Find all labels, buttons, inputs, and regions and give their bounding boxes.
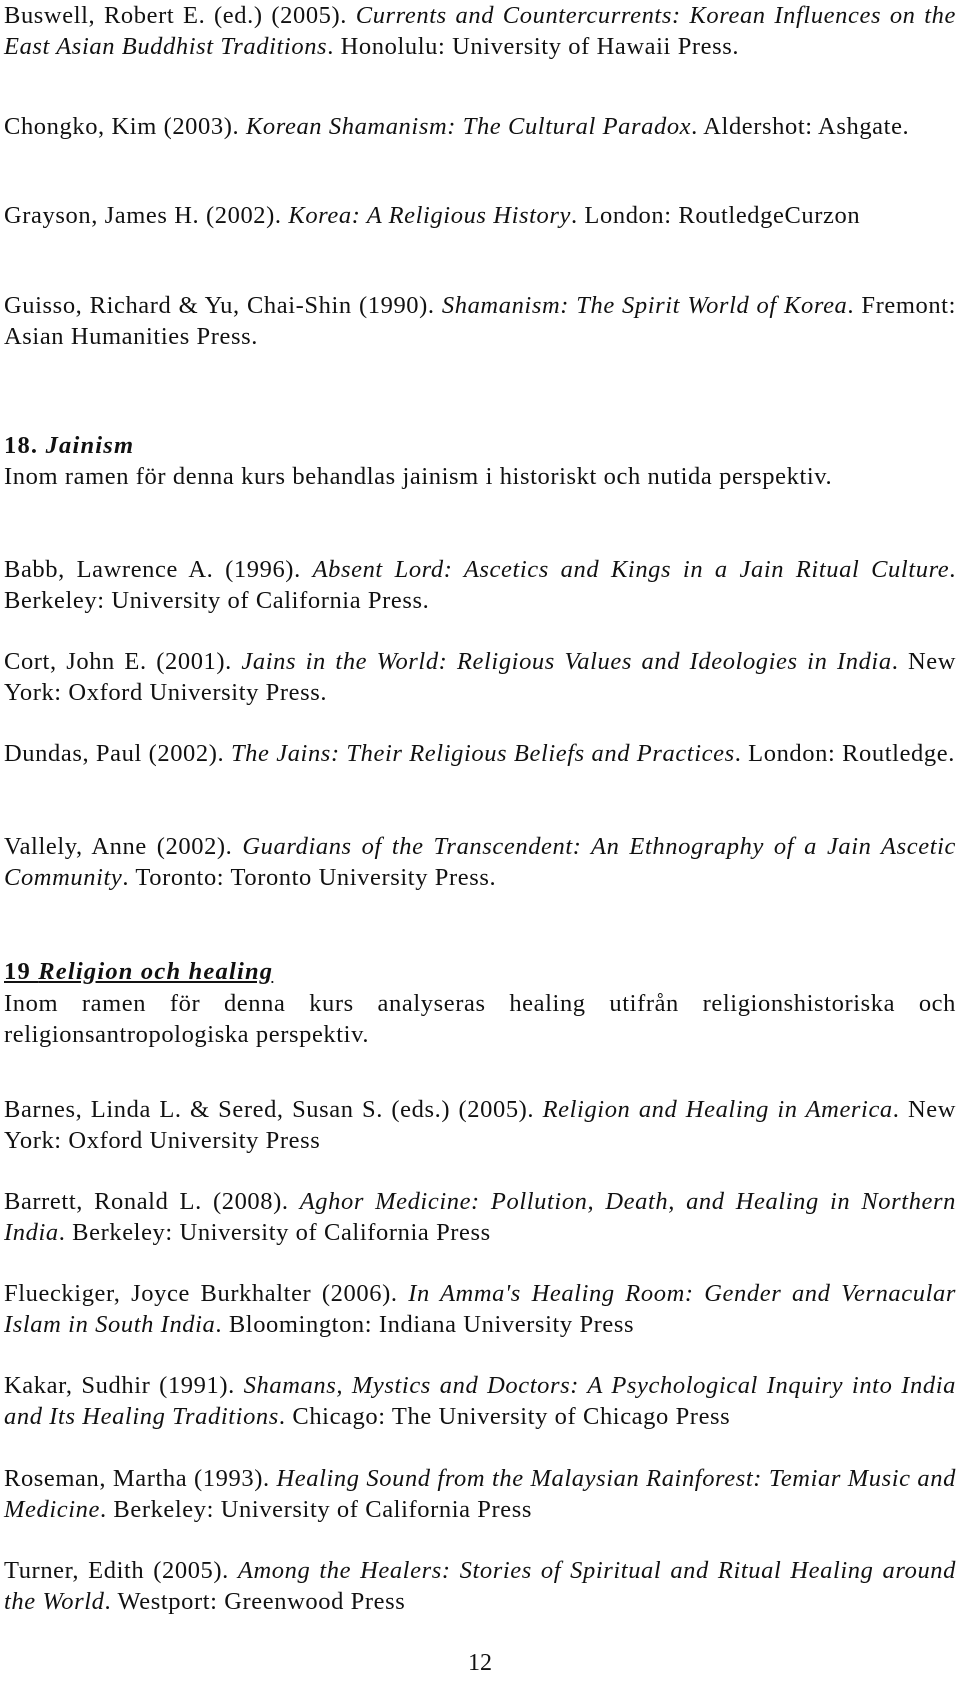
section-intro: Inom ramen för denna kurs analyseras healing utifrån religionshistoriska och religionsantropologiska perspektiv. bbox=[4, 990, 956, 1048]
bibliography-entry: Dundas, Paul (2002). The Jains: Their Religious Beliefs and Practices. London: Routledge. bbox=[4, 740, 955, 767]
bibliography-entry: Kakar, Sudhir (1991). Shamans, Mystics and Doctors: A Psychological Inquiry into India and Its Healing Traditions. Chicago: The University of Chicago Press bbox=[4, 1372, 956, 1430]
section-intro: Inom ramen för denna kurs behandlas jainism i historiskt och nutida perspektiv. bbox=[4, 463, 833, 490]
document-page bbox=[4, 0, 956, 1685]
bibliography-entry: Guisso, Richard & Yu, Chai-Shin (1990). Shamanism: The Spirit World of Korea. Fremont: Asian Humanities Press. bbox=[4, 292, 956, 350]
bibliography-entry: Flueckiger, Joyce Burkhalter (2006). In Amma's Healing Room: Gender and Vernacular Islam in South India. Bloomington: Indiana University Press bbox=[4, 1280, 956, 1338]
bibliography-entry: Babb, Lawrence A. (1996). Absent Lord: Ascetics and Kings in a Jain Ritual Culture. Berkeley: University of California Press. bbox=[4, 556, 957, 614]
section-heading: 18. Jainism bbox=[4, 432, 135, 459]
bibliography-entry: Vallely, Anne (2002). Guardians of the Transcendent: An Ethnography of a Jain Ascetic Community. Toronto: Toronto University Press. bbox=[4, 833, 956, 891]
bibliography-entry: Cort, John E. (2001). Jains in the World: Religious Values and Ideologies in India. New York: Oxford University Press. bbox=[4, 648, 956, 706]
bibliography-entry: Grayson, James H. (2002). Korea: A Religious History. London: RoutledgeCurzon bbox=[4, 202, 861, 229]
bibliography-entry: Turner, Edith (2005). Among the Healers: Stories of Spiritual and Ritual Healing around the World. Westport: Greenwood Press bbox=[4, 1557, 956, 1615]
bibliography-entry: Roseman, Martha (1993). Healing Sound from the Malaysian Rainforest: Temiar Music and Medicine. Berkeley: University of California Press bbox=[4, 1465, 956, 1523]
bibliography-entry: Buswell, Robert E. (ed.) (2005). Currents and Countercurrents: Korean Influences on the East Asian Buddhist Traditions. Honolulu: University of Hawaii Press. bbox=[4, 2, 957, 60]
bibliography-entry: Chongko, Kim (2003). Korean Shamanism: The Cultural Paradox. Aldershot: Ashgate. bbox=[4, 113, 910, 140]
bibliography-entry: Barnes, Linda L. & Sered, Susan S. (eds.) (2005). Religion and Healing in America. New York: Oxford University Press bbox=[4, 1096, 957, 1154]
bibliography-entry: Barrett, Ronald L. (2008). Aghor Medicine: Pollution, Death, and Healing in Northern India. Berkeley: University of California Press bbox=[4, 1188, 957, 1246]
section-heading: 19 Religion och healing bbox=[4, 958, 274, 985]
page-number: 12 bbox=[468, 1650, 492, 1676]
